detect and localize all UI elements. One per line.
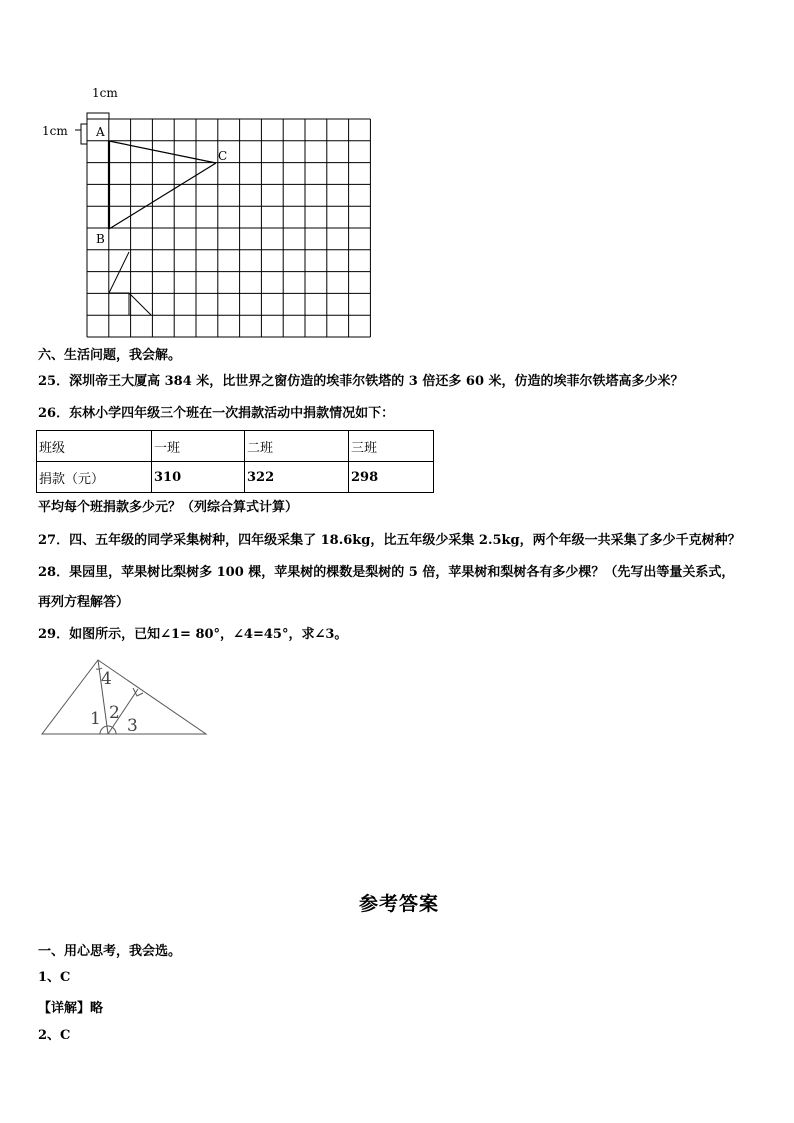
question-26-ask: 平均每个班捐款多少元？（列综合算式计算） — [38, 500, 299, 515]
answer-1-detail: 【详解】略 — [38, 1001, 104, 1016]
outer-triangle — [42, 660, 206, 734]
table-cell: 322 — [245, 462, 349, 493]
table-cell: 二班 — [245, 431, 349, 462]
angle-figure — [38, 655, 212, 739]
point-label-c: C — [218, 149, 228, 163]
angle-diagram — [38, 655, 212, 739]
question-25: 25．深圳帝王大厦高 384 米，比世界之窗仿造的埃菲尔铁塔的 3 倍还多 60 米，仿造的埃菲尔铁塔高多少米？ — [38, 374, 684, 389]
answers-part-one: 一、用心思考，我会选。 — [38, 944, 182, 959]
question-28-line2: 再列方程解答） — [38, 595, 130, 610]
grid-diagram — [36, 82, 376, 342]
table-row — [37, 431, 434, 462]
point-label-a: A — [96, 125, 105, 139]
answer-2: 2、C — [38, 1028, 71, 1043]
point-label-b: B — [96, 232, 105, 246]
table-cell: 捐款（元） — [37, 462, 152, 493]
table-cell: 298 — [349, 462, 434, 493]
scale-label-vertical: 1cm — [42, 124, 68, 138]
question-29: 29．如图所示，已知∠1= 80°，∠4=45°，求∠3。 — [38, 627, 348, 642]
lower-shape — [109, 252, 151, 315]
angle-label-3: 3 — [127, 716, 138, 736]
answers-title: 参考答案 — [359, 893, 440, 915]
question-27: 27．四、五年级的同学采集树种，四年级采集了 18.6kg，比五年级少采集 2.5kg，两个年级一共采集了多少千克树种？ — [38, 533, 741, 548]
table-cell: 一班 — [152, 431, 245, 462]
scale-label-horizontal: 1cm — [92, 86, 118, 100]
question-28-line1: 28．果园里，苹果树比梨树多 100 棵，苹果树的棵数是梨树的 5 倍，苹果树和梨树各有多少棵？（先写出等量关系式， — [38, 565, 735, 580]
angle-label-2: 2 — [109, 703, 120, 723]
section-six-heading: 六、生活问题，我会解。 — [38, 348, 182, 363]
scale-bracket-h — [87, 113, 109, 119]
table-cell: 三班 — [349, 431, 434, 462]
donation-table — [36, 430, 434, 493]
table-cell: 310 — [152, 462, 245, 493]
grid-figure — [36, 82, 376, 342]
scale-bracket-v — [81, 124, 87, 144]
angle-label-4: 4 — [101, 669, 112, 689]
angle-label-1: 1 — [90, 709, 101, 729]
table-row — [37, 462, 434, 493]
segment-ac — [109, 141, 216, 163]
answer-1: 1、C — [38, 970, 71, 985]
segment-bc — [109, 163, 216, 229]
table-cell: 班级 — [37, 431, 152, 462]
question-26: 26．东林小学四年级三个班在一次捐款活动中捐款情况如下： — [38, 406, 395, 421]
